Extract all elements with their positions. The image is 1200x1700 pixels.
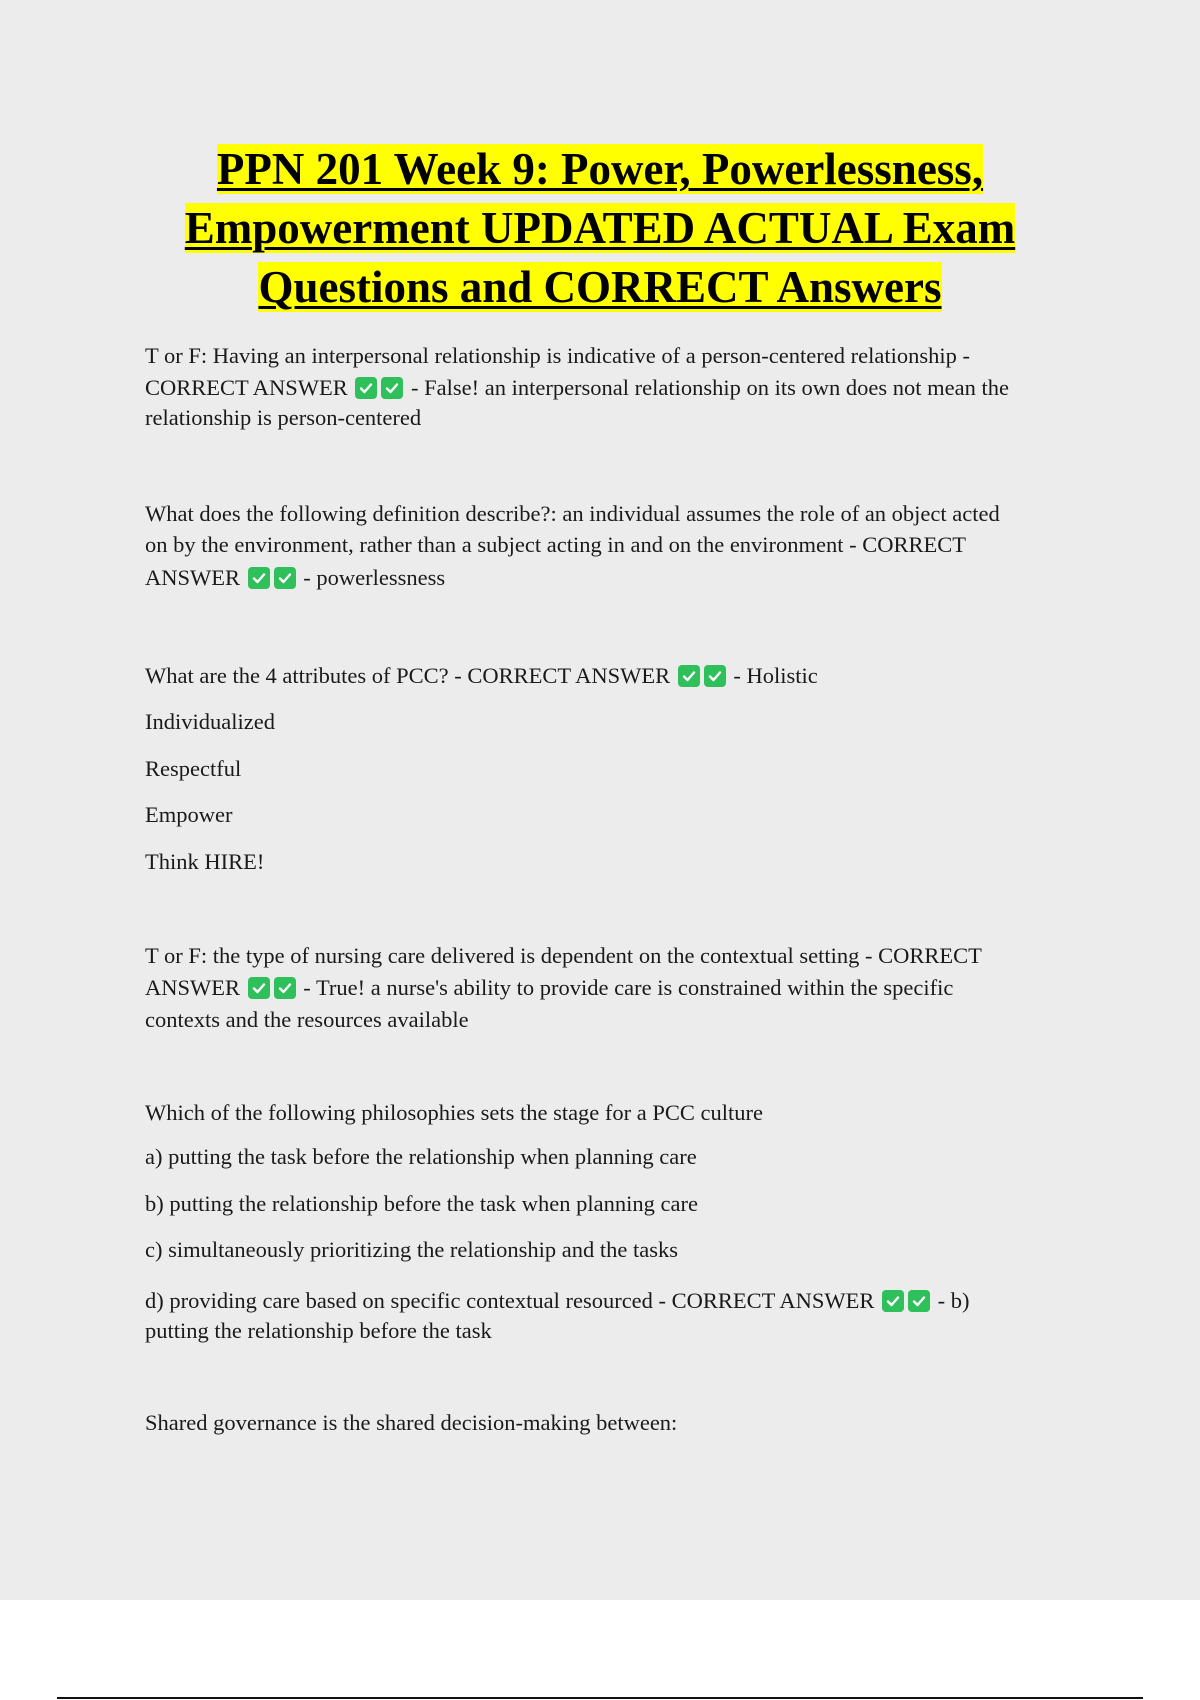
- title-line-2: Empowerment UPDATED ACTUAL Exam: [184, 203, 1016, 253]
- list-item: Respectful: [145, 756, 242, 781]
- list-item: Think HIRE!: [145, 849, 265, 874]
- question-text: T or F: Having an interpersonal relationship is indicative of a person-centered relationship -: [145, 343, 970, 368]
- answer-text: - True! a nurse's ability to provide care is constrained within the specific: [303, 975, 954, 1000]
- answer-label: ANSWER: [145, 565, 240, 590]
- list-item: Individualized: [145, 709, 275, 734]
- answer-text: - False! an interpersonal relationship on its own does not mean the: [411, 375, 1009, 400]
- check-mark-icon: [248, 977, 270, 999]
- check-mark-icon: [908, 1290, 930, 1312]
- option-d: [145, 1285, 970, 1317]
- answer-line: [145, 660, 818, 692]
- check-mark-icon: [882, 1290, 904, 1312]
- question-text: What are the 4 attributes of PCC? - CORRECT ANSWER: [145, 663, 671, 688]
- check-mark-icon: [274, 567, 296, 589]
- check-mark-icon: [355, 377, 377, 399]
- answer-line: [145, 372, 1009, 404]
- title-line-1: PPN 201 Week 9: Power, Powerlessness,: [216, 144, 984, 194]
- question-text: T or F: the type of nursing care delivered is dependent on the contextual setting - CORRECT: [145, 943, 982, 968]
- answer-line: [145, 562, 445, 594]
- check-mark-icon: [381, 377, 403, 399]
- question-text: What does the following definition describe?: an individual assumes the role of an object acted: [145, 501, 1000, 526]
- option-b: b) putting the relationship before the task when planning care: [145, 1191, 698, 1216]
- answer-text: - b): [937, 1288, 970, 1313]
- title-line-3: Questions and CORRECT Answers: [258, 262, 942, 312]
- document-title: [100, 140, 1100, 317]
- question-text: Shared governance is the shared decision-making between:: [145, 1410, 678, 1435]
- answer-text-continued: contexts and the resources available: [145, 1007, 469, 1032]
- question-text-continued: on by the environment, rather than a subject acting in and on the environment - CORRECT: [145, 532, 967, 557]
- answer-text-continued: relationship is person-centered: [145, 405, 422, 430]
- answer-text: - powerlessness: [303, 565, 446, 590]
- question-text: Which of the following philosophies sets the stage for a PCC culture: [145, 1100, 764, 1125]
- answer-text: - Holistic: [733, 663, 818, 688]
- check-mark-icon: [274, 977, 296, 999]
- option-d-text: d) providing care based on specific contextual resourced - CORRECT ANSWER: [145, 1288, 875, 1313]
- check-mark-icon: [678, 665, 700, 687]
- check-mark-icon: [704, 665, 726, 687]
- answer-line: [145, 972, 953, 1004]
- page-divider: [57, 1697, 1143, 1699]
- answer-text-continued: putting the relationship before the task: [145, 1318, 492, 1343]
- option-c: c) simultaneously prioritizing the relationship and the tasks: [145, 1237, 679, 1262]
- list-item: Empower: [145, 802, 233, 827]
- answer-label: CORRECT ANSWER: [145, 375, 348, 400]
- check-mark-icon: [248, 567, 270, 589]
- option-a: a) putting the task before the relationship when planning care: [145, 1144, 697, 1169]
- answer-label: ANSWER: [145, 975, 240, 1000]
